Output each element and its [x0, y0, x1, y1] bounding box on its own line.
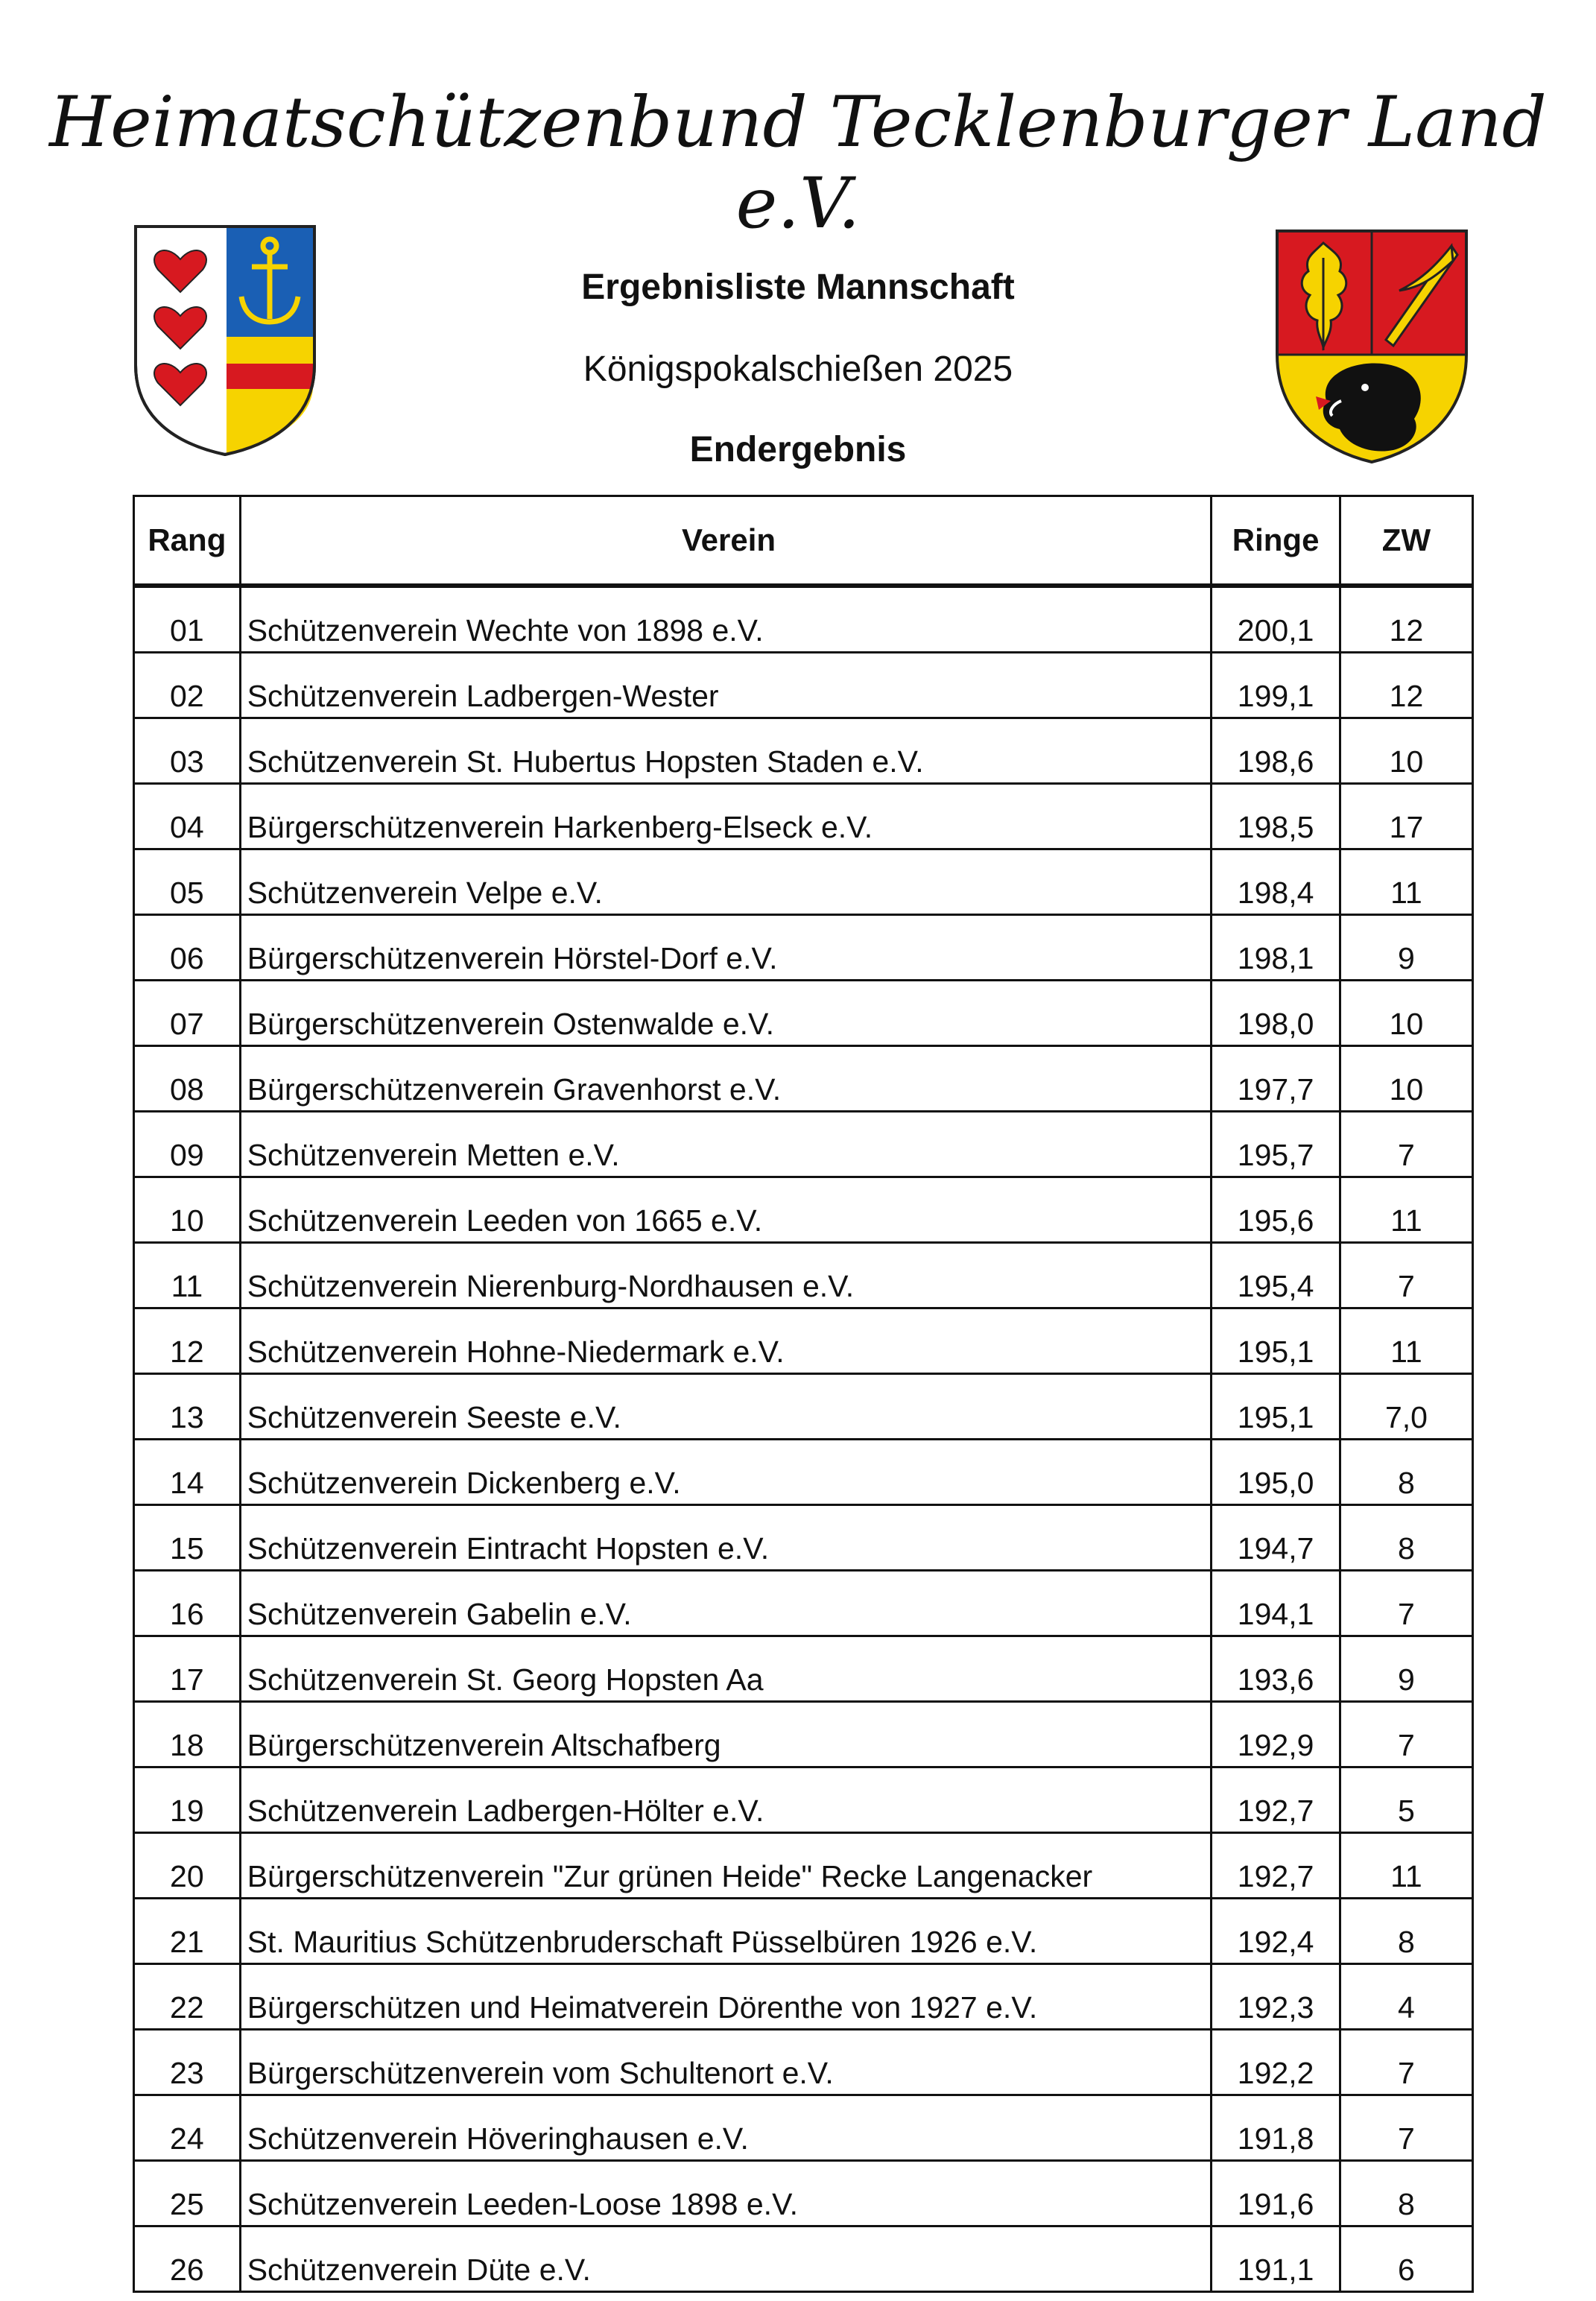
table-row [134, 1833, 1473, 1899]
verein-cell: Schützenverein Leeden-Loose 1898 e.V. [240, 2161, 1212, 2226]
ringe-cell: 199,1 [1212, 653, 1340, 718]
zw-cell: 9 [1340, 1636, 1472, 1702]
ringe-cell: 195,1 [1212, 1374, 1340, 1440]
rang-cell: 04 [134, 784, 241, 849]
verein-cell: Bürgerschützenverein Altschafberg [240, 1702, 1212, 1767]
ringe-cell: 193,6 [1212, 1636, 1340, 1702]
table-row [134, 1440, 1473, 1505]
zw-cell: 9 [1340, 915, 1472, 981]
zw-cell: 10 [1340, 1046, 1472, 1112]
verein-cell: Schützenverein Ladbergen-Wester [240, 653, 1212, 718]
rang-cell: 24 [134, 2095, 241, 2161]
rang-cell: 08 [134, 1046, 241, 1112]
table-row [134, 1964, 1473, 2030]
ringe-cell: 198,5 [1212, 784, 1340, 849]
table-row [134, 1243, 1473, 1308]
verein-cell: Schützenverein St. Georg Hopsten Aa [240, 1636, 1212, 1702]
result-status: Endergebnis [689, 430, 907, 469]
ringe-cell: 195,4 [1212, 1243, 1340, 1308]
rang-cell: 25 [134, 2161, 241, 2226]
table-row [134, 981, 1473, 1046]
rang-cell: 13 [134, 1374, 241, 1440]
verein-cell: Schützenverein Wechte von 1898 e.V. [240, 586, 1212, 653]
ringe-cell: 198,6 [1212, 718, 1340, 784]
rang-cell: 01 [134, 586, 241, 653]
verein-cell: Schützenverein Höveringhausen e.V. [240, 2095, 1212, 2161]
table-row [134, 1767, 1473, 1833]
zw-cell: 11 [1340, 1177, 1472, 1243]
verein-cell: Schützenverein Hohne-Niedermark e.V. [240, 1308, 1212, 1374]
table-row [134, 1046, 1473, 1112]
verein-cell: Bürgerschützenverein Gravenhorst e.V. [240, 1046, 1212, 1112]
rang-cell: 15 [134, 1505, 241, 1571]
verein-cell: Bürgerschützenverein Hörstel-Dorf e.V. [240, 915, 1212, 981]
verein-cell: Bürgerschützenverein Harkenberg-Elseck e.V. [240, 784, 1212, 849]
zw-cell: 11 [1340, 1308, 1472, 1374]
table-row [134, 784, 1473, 849]
ringe-cell: 191,1 [1212, 2226, 1340, 2292]
ringe-cell: 200,1 [1212, 586, 1340, 653]
rang-cell: 06 [134, 915, 241, 981]
table-row [134, 718, 1473, 784]
table-row [134, 1374, 1473, 1440]
zw-cell: 10 [1340, 981, 1472, 1046]
rang-cell: 16 [134, 1571, 241, 1636]
table-row [134, 653, 1473, 718]
column-header-verein: Verein [240, 496, 1212, 586]
ringe-cell: 192,3 [1212, 1964, 1340, 2030]
rang-cell: 22 [134, 1964, 241, 2030]
ringe-cell: 192,9 [1212, 1702, 1340, 1767]
verein-cell: Bürgerschützen und Heimatverein Dörenthe von 1927 e.V. [240, 1964, 1212, 2030]
rang-cell: 23 [134, 2030, 241, 2095]
ringe-cell: 195,7 [1212, 1112, 1340, 1177]
zw-cell: 8 [1340, 1440, 1472, 1505]
results-table [133, 495, 1474, 2293]
zw-cell: 11 [1340, 849, 1472, 915]
rang-cell: 09 [134, 1112, 241, 1177]
verein-cell: Schützenverein Velpe e.V. [240, 849, 1212, 915]
verein-cell: Schützenverein Dickenberg e.V. [240, 1440, 1212, 1505]
rang-cell: 10 [134, 1177, 241, 1243]
verein-cell: Schützenverein Gabelin e.V. [240, 1571, 1212, 1636]
rang-cell: 11 [134, 1243, 241, 1308]
rang-cell: 20 [134, 1833, 241, 1899]
left-coat-of-arms [133, 224, 317, 456]
table-row [134, 1505, 1473, 1571]
verein-cell: Schützenverein Metten e.V. [240, 1112, 1212, 1177]
rang-cell: 03 [134, 718, 241, 784]
table-row [134, 1308, 1473, 1374]
zw-cell: 8 [1340, 1899, 1472, 1964]
column-header-zw: ZW [1340, 496, 1472, 586]
zw-cell: 7,0 [1340, 1374, 1472, 1440]
rang-cell: 19 [134, 1767, 241, 1833]
list-heading: Ergebnisliste Mannschaft [581, 268, 1015, 307]
table-row [134, 1899, 1473, 1964]
zw-cell: 10 [1340, 718, 1472, 784]
ringe-cell: 192,7 [1212, 1833, 1340, 1899]
zw-cell: 12 [1340, 653, 1472, 718]
verein-cell: Bürgerschützenverein "Zur grünen Heide" Recke Langenacker [240, 1833, 1212, 1899]
zw-cell: 7 [1340, 2095, 1472, 2161]
table-row [134, 2161, 1473, 2226]
verein-cell: St. Mauritius Schützenbruderschaft Püsselbüren 1926 e.V. [240, 1899, 1212, 1964]
verein-cell: Bürgerschützenverein Ostenwalde e.V. [240, 981, 1212, 1046]
table-row [134, 586, 1473, 653]
zw-cell: 12 [1340, 586, 1472, 653]
zw-cell: 7 [1340, 2030, 1472, 2095]
ringe-cell: 191,8 [1212, 2095, 1340, 2161]
rang-cell: 12 [134, 1308, 241, 1374]
ringe-cell: 192,2 [1212, 2030, 1340, 2095]
ringe-cell: 194,1 [1212, 1571, 1340, 1636]
zw-cell: 5 [1340, 1767, 1472, 1833]
zw-cell: 17 [1340, 784, 1472, 849]
column-header-ringe: Ringe [1212, 496, 1340, 586]
zw-cell: 7 [1340, 1112, 1472, 1177]
ringe-cell: 195,0 [1212, 1440, 1340, 1505]
zw-cell: 7 [1340, 1571, 1472, 1636]
verein-cell: Schützenverein Seeste e.V. [240, 1374, 1212, 1440]
verein-cell: Schützenverein St. Hubertus Hopsten Staden e.V. [240, 718, 1212, 784]
column-header-rang: Rang [134, 496, 241, 586]
verein-cell: Schützenverein Ladbergen-Hölter e.V. [240, 1767, 1212, 1833]
ringe-cell: 198,4 [1212, 849, 1340, 915]
ringe-cell: 192,4 [1212, 1899, 1340, 1964]
zw-cell: 8 [1340, 1505, 1472, 1571]
verein-cell: Schützenverein Eintracht Hopsten e.V. [240, 1505, 1212, 1571]
verein-cell: Schützenverein Leeden von 1665 e.V. [240, 1177, 1212, 1243]
ringe-cell: 198,1 [1212, 915, 1340, 981]
ringe-cell: 191,6 [1212, 2161, 1340, 2226]
rang-cell: 21 [134, 1899, 241, 1964]
zw-cell: 4 [1340, 1964, 1472, 2030]
table-row [134, 915, 1473, 981]
table-row [134, 1702, 1473, 1767]
rang-cell: 02 [134, 653, 241, 718]
table-row [134, 849, 1473, 915]
verein-cell: Bürgerschützenverein vom Schultenort e.V. [240, 2030, 1212, 2095]
ringe-cell: 194,7 [1212, 1505, 1340, 1571]
rang-cell: 14 [134, 1440, 241, 1505]
ringe-cell: 198,0 [1212, 981, 1340, 1046]
ringe-cell: 195,1 [1212, 1308, 1340, 1374]
results-body [134, 586, 1473, 2292]
table-row [134, 2226, 1473, 2292]
rang-cell: 07 [134, 981, 241, 1046]
rang-cell: 18 [134, 1702, 241, 1767]
table-row [134, 2095, 1473, 2161]
zw-cell: 6 [1340, 2226, 1472, 2292]
zw-cell: 7 [1340, 1243, 1472, 1308]
table-row [134, 1636, 1473, 1702]
rang-cell: 05 [134, 849, 241, 915]
verein-cell: Schützenverein Nierenburg-Nordhausen e.V. [240, 1243, 1212, 1308]
ringe-cell: 192,7 [1212, 1767, 1340, 1833]
ringe-cell: 197,7 [1212, 1046, 1340, 1112]
verein-cell: Schützenverein Düte e.V. [240, 2226, 1212, 2292]
table-header-row [134, 496, 1473, 586]
zw-cell: 8 [1340, 2161, 1472, 2226]
table-row [134, 1112, 1473, 1177]
zw-cell: 7 [1340, 1702, 1472, 1767]
rang-cell: 17 [134, 1636, 241, 1702]
rang-cell: 26 [134, 2226, 241, 2292]
ringe-cell: 195,6 [1212, 1177, 1340, 1243]
table-row [134, 2030, 1473, 2095]
page-title: Heimatschützenbund Tecklenburger Land e.V. [49, 82, 1547, 244]
table-row [134, 1571, 1473, 1636]
zw-cell: 11 [1340, 1833, 1472, 1899]
event-name: Königspokalschießen 2025 [583, 349, 1013, 389]
table-row [134, 1177, 1473, 1243]
